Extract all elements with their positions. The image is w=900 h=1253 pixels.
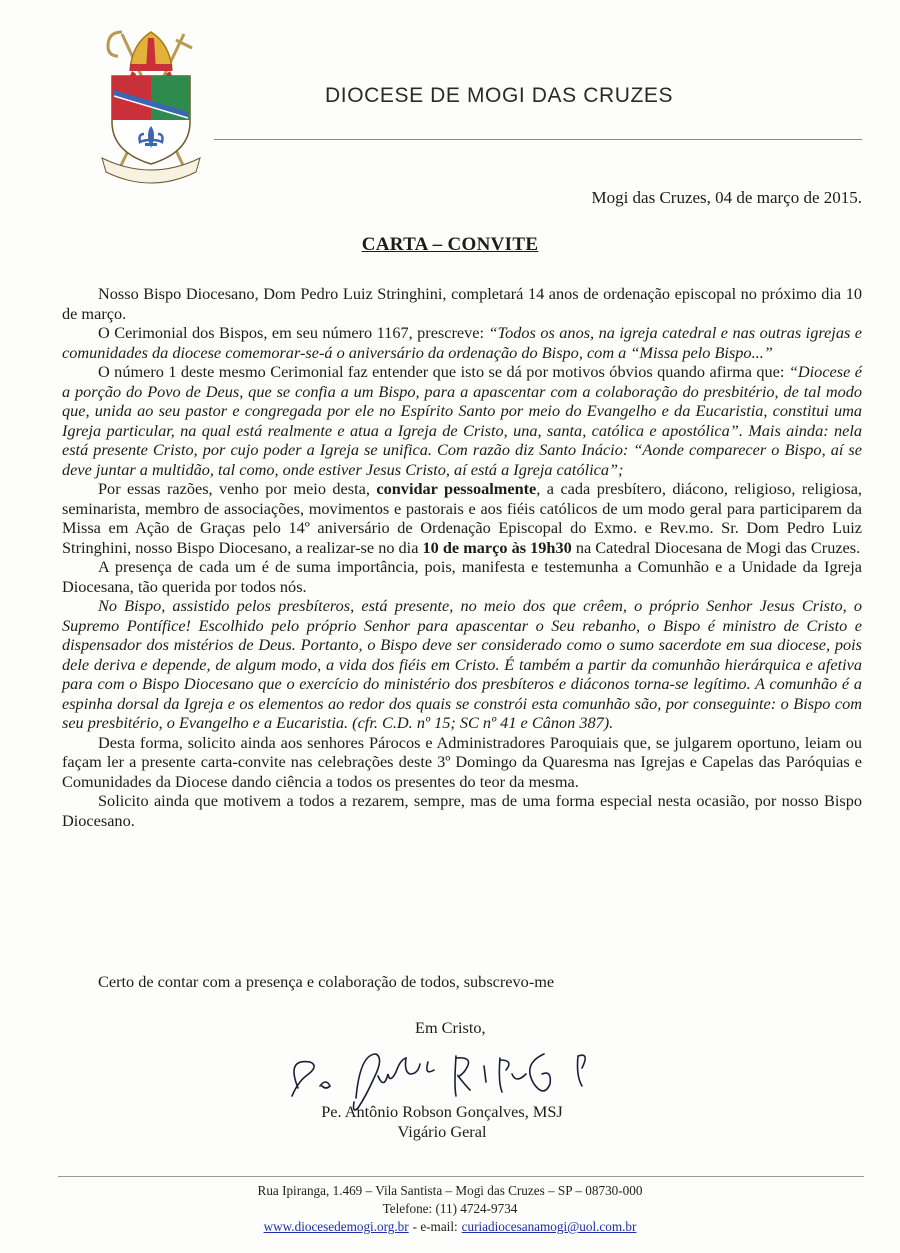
paragraph-1: Nosso Bispo Diocesano, Dom Pedro Luiz Stringhini, completará 14 anos de ordenação episcopal no próximo dia 10 de março. <box>62 284 862 323</box>
letter-title: CARTA – CONVITE <box>361 234 539 255</box>
footer-divider <box>58 1176 864 1177</box>
website-link[interactable]: www.diocesedemogi.org.br <box>263 1219 409 1234</box>
paragraph-4-emphasis-date: 10 de março às 19h30 <box>422 537 572 557</box>
paragraph-8: Solicito ainda que motivem a todos a rezarem, sempre, mas de uma forma especial nesta ocasião, por nosso Bispo Diocesano. <box>62 791 862 830</box>
paragraph-4-text-a: Por essas razões, venho por meio desta, <box>98 479 377 498</box>
dateline: Mogi das Cruzes, 04 de março de 2015. <box>591 188 862 207</box>
paragraph-7: Desta forma, solicito ainda aos senhores Párocos e Administradores Paroquiais que, se julgarem oportuno, leiam ou façam ler a presente carta-convite nas celebrações deste 3º Domingo da Quaresma nas Igrejas e Capelas das Paróquias e Comunidades da Diocese dando ciência a todos os presentes do teor da mesma. <box>62 732 862 791</box>
closing-line: Certo de contar com a presença e colaboração de todos, subscrevo-me <box>98 972 555 991</box>
paragraph-4-emphasis-invite: convidar pessoalmente <box>376 479 537 498</box>
footer-address: Rua Ipiranga, 1.469 – Vila Santista – Mogi das Cruzes – SP – 08730-000 <box>257 1183 643 1198</box>
diocese-title: DIOCESE DE MOGI DAS CRUZES <box>325 84 674 107</box>
paragraph-2 <box>62 323 862 362</box>
letter-body <box>62 284 862 830</box>
paragraph-4-text-c: na Catedral Diocesana de Mogi das Cruzes. <box>571 537 861 557</box>
paragraph-3 <box>62 362 862 479</box>
paragraph-2-quote: “Todos os anos, na igreja catedral e nas outras igrejas e comunidades da diocese comemorar-se-á o aniversário da ordenação do Bispo, com a “Missa pelo Bispo...” <box>62 323 862 362</box>
paragraph-6-quote: No Bispo, assistido pelos presbíteros, está presente, no meio dos que crêem, o próprio Senhor Jesus Cristo, o Supremo Pontífice! Escolhido pelo próprio Senhor para apascentar o Seu rebanho, o Bispo é ministro de Cristo e dispensador dos mistérios de Deus. Portanto, o Bispo deve ser considerado como o sumo sacerdote em sua diocese, pois dele deriva e depende, de algum modo, a vida dos fiéis em Cristo. É também a partir da comunhão hierárquica e afetiva para com o Bispo Diocesano que o exercício do ministério dos presbíteros e diáconos torna-se legítimo. A comunhão é a espinha dorsal da Igreja e os elementos ao redor dos quais se constrói esta comunhão são, por conseguinte: o Bispo com seu presbitério, o Evangelho e a Eucaristia. (cfr. C.D. nº 15; SC nº 41 e Cânon 387). <box>62 596 862 732</box>
diocese-coat-of-arms-icon <box>92 26 210 186</box>
email-link[interactable]: curiadiocesanamogi@uol.com.br <box>461 1219 637 1234</box>
footer-phone: Telefone: (11) 4724-9734 <box>382 1201 518 1216</box>
footer-contacts <box>0 1218 900 1236</box>
signer-role: Vigário Geral <box>397 1122 487 1141</box>
signer-block <box>312 1102 572 1142</box>
paragraph-6 <box>62 596 862 733</box>
paragraph-2-text: O Cerimonial dos Bispos, em seu número 1167, prescreve: <box>98 323 489 342</box>
footer <box>0 1182 900 1236</box>
letterhead <box>0 0 900 190</box>
paragraph-3-text: O número 1 deste mesmo Cerimonial faz entender que isto se dá por motivos óbvios quando afirma que: <box>98 362 789 381</box>
email-label: - e-mail: <box>412 1219 458 1234</box>
paragraph-3-quote: “Diocese é a porção do Povo de Deus, que se confia a um Bispo, para a apascentar com a colaboração do presbitério, de tal modo que, unida ao seu pastor e congregada por ele no Espírito Santo por meio do Evangelho e da Eucaristia, constitui uma Igreja particular, na qual está realmente e atua a Igreja de Cristo, una, santa, católica e apostólica”. Mais ainda: nela está presente Cristo, por cujo poder a Igreja se unifica. Com razão diz Santo Inácio: “Aonde comparecer o Bispo, aí se deve juntar a multidão, tal como, onde estiver Jesus Cristo, aí está a Igreja católica”; <box>62 362 862 479</box>
paragraph-4-text-b: , a cada presbítero, diácono, religioso, religiosa, seminarista, membro de associações, movimentos e pastorais e aos fiéis católicos de um modo geral para participarem da Missa em Ação de Graças pelo 14º aniversário de Ordenação Episcopal do Exmo. e Rev.mo. Sr. Dom Pedro Luiz Stringhini, nosso Bispo Diocesano, a realizar-se no dia <box>62 479 862 557</box>
salutation: Em Cristo, <box>415 1018 486 1037</box>
signer-name: Pe. Antônio Robson Gonçalves, MSJ <box>321 1102 563 1121</box>
header-divider <box>214 139 862 140</box>
paragraph-4 <box>62 479 862 557</box>
paragraph-5: A presença de cada um é de suma importância, pois, manifesta e testemunha a Comunhão e a Unidade da Igreja Diocesana, tão querida por todos nós. <box>62 557 862 596</box>
